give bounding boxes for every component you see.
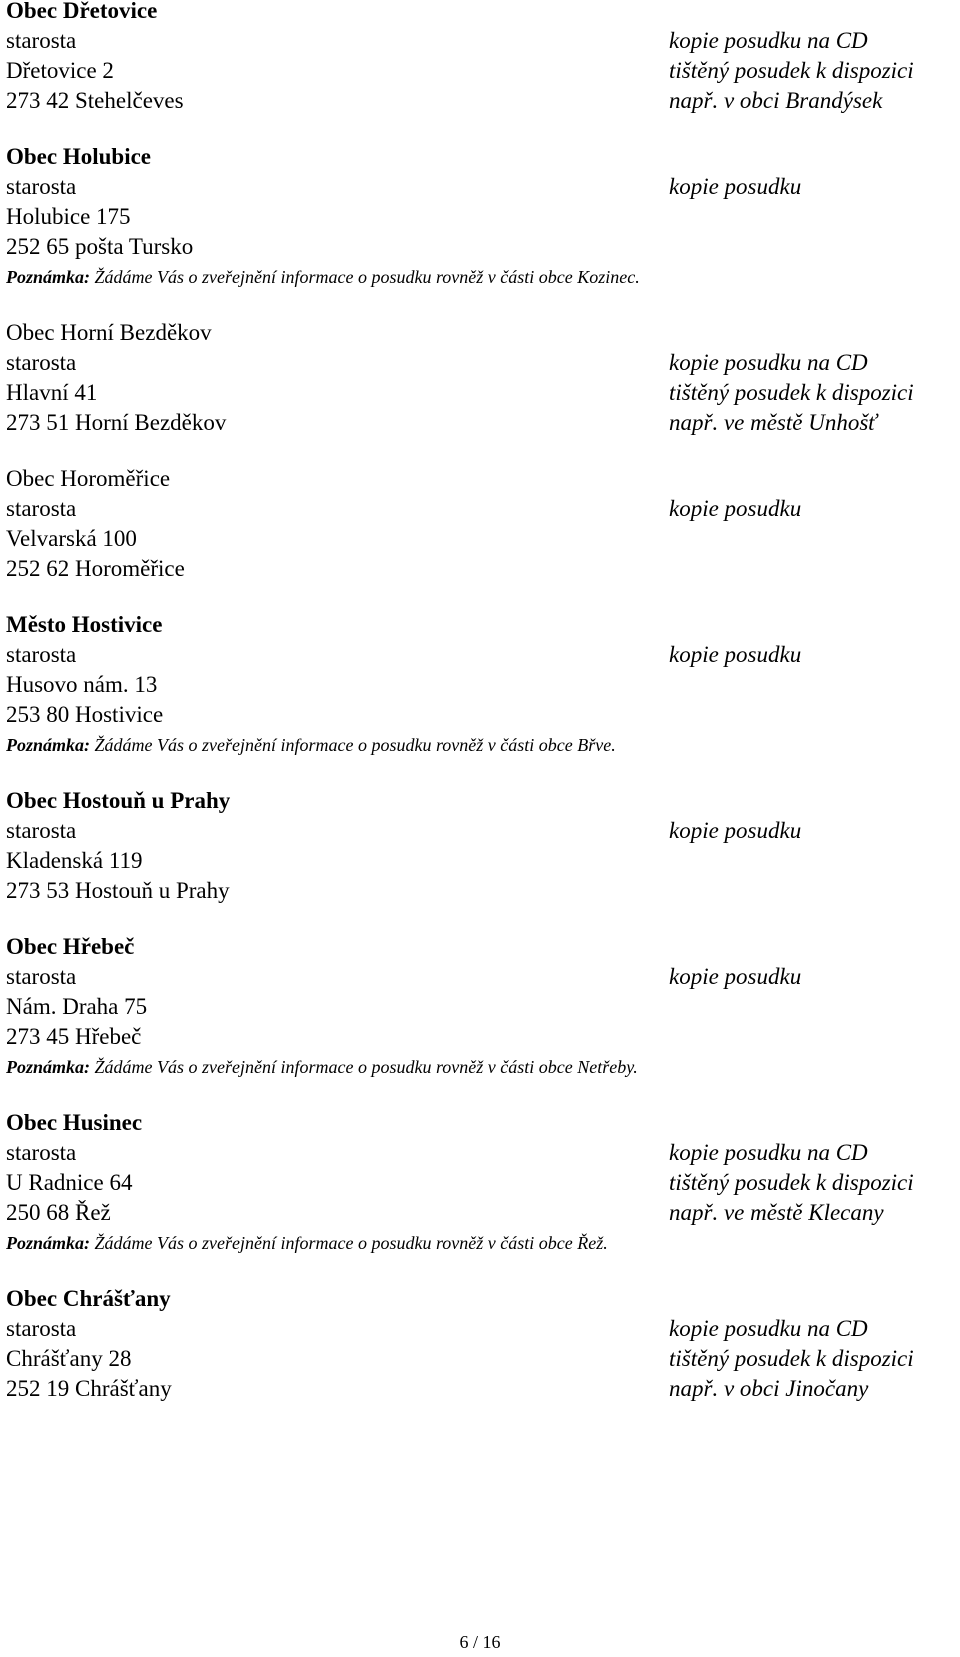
postal-address: 252 65 pošta Tursko [6,234,194,259]
recipient-role: starosta [6,642,77,667]
postal-address: 273 51 Horní Bezděkov [6,410,227,435]
delivery-info: např. v obci Jinočany [669,1376,869,1401]
delivery-info: např. ve městě Klecany [669,1200,884,1225]
delivery-info: např. v obci Brandýsek [669,88,883,113]
delivery-info: tištěný posudek k dispozici [669,1170,914,1195]
delivery-info: tištěný posudek k dispozici [669,380,914,405]
street-address: Velvarská 100 [6,526,137,551]
municipality-name: Město Hostivice [6,612,163,637]
municipality-name: Obec Horní Bezděkov [6,320,212,345]
delivery-info: tištěný posudek k dispozici [669,1346,914,1371]
municipality-name: Obec Hostouň u Prahy [6,788,231,813]
note-text: Žádáme Vás o zveřejnění informace o posudku rovněž v části obce Netřeby. [94,1057,638,1077]
municipality-entry [6,1108,946,1258]
entry-note [6,1228,946,1258]
delivery-info: tištěný posudek k dispozici [669,58,914,83]
recipient-role: starosta [6,28,77,53]
note-label: Poznámka: [6,267,91,287]
delivery-info: např. ve městě Unhošť [669,410,877,435]
municipality-name: Obec Dřetovice [6,0,158,23]
municipality-entry [6,142,946,292]
municipality-entry [6,932,946,1082]
delivery-info: kopie posudku [669,496,802,521]
street-address: Dřetovice 2 [6,58,114,83]
street-address: U Radnice 64 [6,1170,133,1195]
municipality-name: Obec Horoměřice [6,466,171,491]
note-label: Poznámka: [6,735,91,755]
municipality-entry [6,318,946,438]
delivery-info: kopie posudku na CD [669,28,868,53]
recipient-role: starosta [6,1316,77,1341]
delivery-info: kopie posudku [669,642,802,667]
street-address: Chrášťany 28 [6,1346,132,1371]
municipality-entry [6,0,946,116]
postal-address: 253 80 Hostivice [6,702,164,727]
note-label: Poznámka: [6,1233,91,1253]
postal-address: 250 68 Řež [6,1200,111,1225]
municipality-name: Obec Hřebeč [6,934,135,959]
street-address: Holubice 175 [6,204,131,229]
delivery-info: kopie posudku [669,964,802,989]
municipality-name: Obec Holubice [6,144,152,169]
note-text: Žádáme Vás o zveřejnění informace o posudku rovněž v části obce Kozinec. [94,267,640,287]
document-page [6,0,946,1430]
postal-address: 273 53 Hostouň u Prahy [6,878,230,903]
page-number: 6 / 16 [459,1632,501,1652]
delivery-info: kopie posudku na CD [669,1140,868,1165]
note-label: Poznámka: [6,1057,91,1077]
recipient-role: starosta [6,350,77,375]
entry-note [6,730,946,760]
recipient-role: starosta [6,818,77,843]
municipality-entry [6,786,946,906]
street-address: Kladenská 119 [6,848,143,873]
delivery-info: kopie posudku na CD [669,350,868,375]
note-text: Žádáme Vás o zveřejnění informace o posudku rovněž v části obce Břve. [94,735,616,755]
entry-note [6,1052,946,1082]
street-address: Hlavní 41 [6,380,98,405]
postal-address: 273 45 Hřebeč [6,1024,142,1049]
municipality-name: Obec Chrášťany [6,1286,171,1311]
street-address: Nám. Draha 75 [6,994,148,1019]
recipient-role: starosta [6,1140,77,1165]
postal-address: 273 42 Stehelčeves [6,88,184,113]
delivery-info: kopie posudku [669,174,802,199]
municipality-name: Obec Husinec [6,1110,143,1135]
recipient-role: starosta [6,964,77,989]
recipient-role: starosta [6,174,77,199]
entry-note [6,262,946,292]
municipality-entry [6,1284,946,1404]
municipality-entry [6,464,946,584]
delivery-info: kopie posudku [669,818,802,843]
postal-address: 252 62 Horoměřice [6,556,185,581]
recipient-role: starosta [6,496,77,521]
delivery-info: kopie posudku na CD [669,1316,868,1341]
postal-address: 252 19 Chrášťany [6,1376,172,1401]
street-address: Husovo nám. 13 [6,672,158,697]
note-text: Žádáme Vás o zveřejnění informace o posudku rovněž v části obce Řež. [94,1233,608,1253]
municipality-entry [6,610,946,760]
